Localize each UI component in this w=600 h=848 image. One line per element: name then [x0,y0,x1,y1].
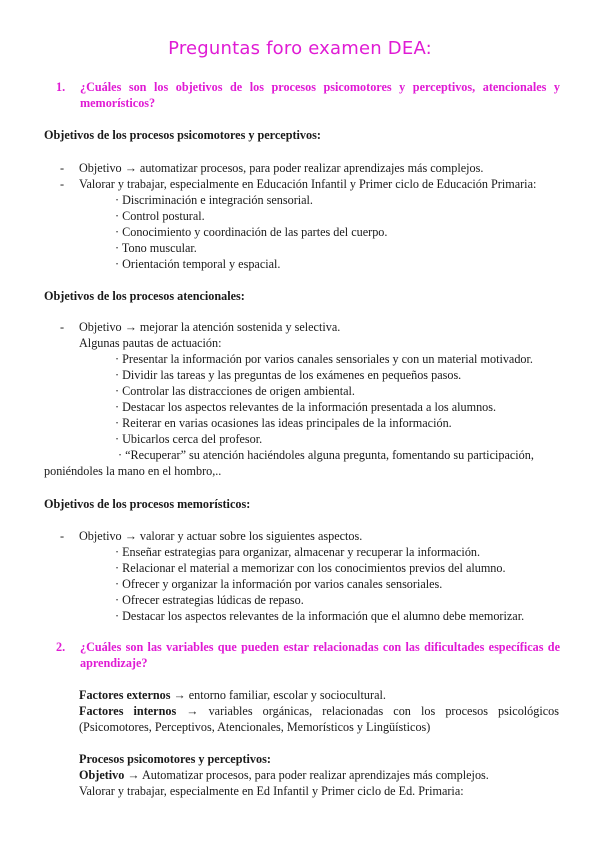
bullet-text: Objetivo → valorar y actuar sobre los siguientes aspectos. [79,529,363,543]
list-item: · Presentar la información por varios canales sensoriales y con un material motivador. [115,352,533,366]
question-1-text: ¿Cuáles son los objetivos de los procesos psicomotores y perceptivos, atencionales y memorísticos? [80,80,560,110]
question-1 [56,80,560,111]
objetivo-label: Objetivo [79,768,125,782]
list-item: · Relacionar el material a memorizar con los conocimientos previos del alumno. [115,561,506,575]
list-item: · Discriminación e integración sensorial. [115,193,313,207]
bullet-dash: - [60,320,65,334]
factores-internos-label: Factores internos [79,704,177,718]
question-1-number: 1. [56,80,66,94]
objetivo-line [79,768,489,783]
bullet-dash: - [60,529,65,543]
section-psicomotores-heading: Objetivos de los procesos psicomotores y perceptivos: [44,128,321,142]
factores-externos [79,688,386,703]
factores-internos [79,704,559,735]
list-item: · Ofrecer estrategias lúdicas de repaso. [115,593,304,607]
valorar-line: Valorar y trabajar, especialmente en Ed Infantil y Primer ciclo de Ed. Primaria: [79,784,464,798]
list-item: · Reiterar en varias ocasiones las ideas principales de la información. [115,416,452,430]
factores-externos-text: → entorno familiar, escolar y sociocultural. [170,688,386,702]
bullet-text: Valorar y trabajar, especialmente en Educación Infantil y Primer ciclo de Educación Primaria: [79,177,537,191]
list-item: · Conocimiento y coordinación de las partes del cuerpo. [115,225,388,239]
list-item: · Destacar los aspectos relevantes de la información que el alumno debe memorizar. [115,609,525,623]
list-item: · Enseñar estrategias para organizar, almacenar y recuperar la información. [115,545,481,559]
bullet-dash: - [60,161,65,175]
question-2-number: 2. [56,640,66,654]
list-item: · Destacar los aspectos relevantes de la información presentada a los alumnos. [115,400,497,414]
subheading: Algunas pautas de actuación: [79,336,222,350]
objetivo-text: → Automatizar procesos, para poder realizar aprendizajes más complejos. [124,768,489,782]
question-2 [56,640,560,671]
section-memoristicos-heading: Objetivos de los procesos memorísticos: [44,497,251,511]
list-item: · “Recuperar” su atención haciéndoles alguna pregunta, fomentando su participación, [118,448,534,462]
factores-externos-label: Factores externos [79,688,171,702]
page-title: Preguntas foro examen DEA: [168,38,432,59]
list-item: · Controlar las distracciones de origen ambiental. [115,384,355,398]
section-atencionales-heading: Objetivos de los procesos atencionales: [44,289,245,303]
list-item-continuation: poniéndoles la mano en el hombro,.. [44,464,222,478]
question-2-text: ¿Cuáles son las variables que pueden estar relacionadas con las dificultades específicas de aprendizaje? [80,640,560,670]
factores-internos-text: → variables orgánicas, relacionadas con los procesos psicológicos (Psicomotores, Perceptivos, Atencionales, Memorísticos y Lingüísticos) [79,704,559,734]
list-item: · Ofrecer y organizar la información por varios canales sensoriales. [115,577,443,591]
list-item: · Dividir las tareas y las preguntas de los exámenes en pequeños pasos. [115,368,462,382]
list-item: · Orientación temporal y espacial. [115,257,281,271]
list-item: · Ubicarlos cerca del profesor. [115,432,263,446]
list-item: · Tono muscular. [115,241,197,255]
bullet-text: Objetivo → mejorar la atención sostenida y selectiva. [79,320,341,334]
list-item: · Control postural. [115,209,205,223]
procesos-heading: Procesos psicomotores y perceptivos: [79,752,271,766]
bullet-text: Objetivo → automatizar procesos, para poder realizar aprendizajes más complejos. [79,161,484,175]
bullet-dash: - [60,177,65,191]
